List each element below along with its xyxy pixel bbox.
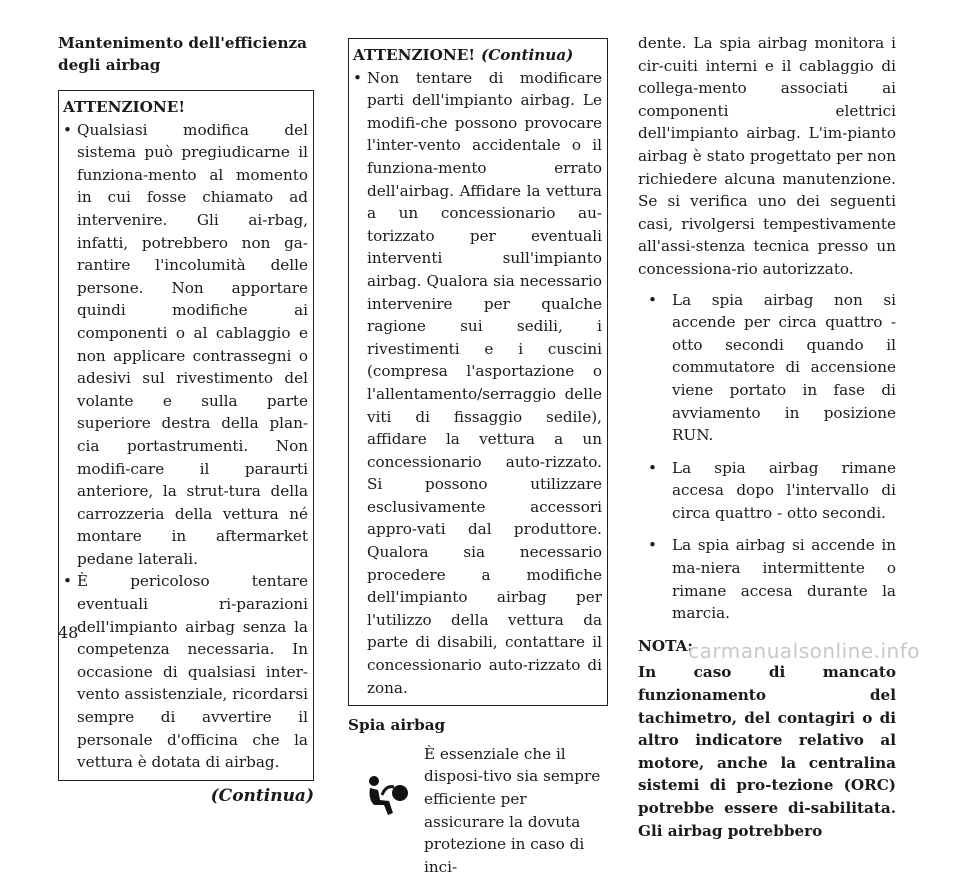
intro-paragraph: dente. La spia airbag monitora i cir-cuiti interni e il cablaggio di collega-mento associati ai componenti elettrici dell'impianto airbag. L'im-pianto airbag è stato progettato per non richiedere alcuna manutenzione. Se si verifica uno dei seguenti casi, rivolgersi tempestivamente all'assi-stenza tecnica presso un concessiona-rio autorizzato. — [638, 34, 896, 278]
spia-row — [348, 743, 608, 878]
note-text: In caso di mancato funzionamento del tachimetro, del contagiri o di altro indicatore relativo al motore, anche la centralina sistemi di pro-tezione (ORC) potrebbe essere di-sabilitata. Gli airbag potrebbero — [638, 663, 896, 840]
list-item: • La spia airbag non si accende per circa quattro - otto secondi quando il commutatore di accensione viene portato in fase di avviamento in posizione RUN. — [638, 289, 896, 447]
list-item: • È pericoloso tentare eventuali ri-parazioni dell'impianto airbag senza la competenza necessaria. In occasione di qualsiasi inter-vento assistenziale, ricordarsi sempre di avvertire il personale d'officina che la vettura è dotata di airbag. — [63, 570, 308, 773]
section-heading: Mantenimento dell'efficienza degli airbag — [58, 34, 307, 74]
warning-title-text: ATTENZIONE! — [353, 46, 476, 64]
warning-box — [348, 38, 608, 706]
continued-label: (Continua) — [481, 46, 574, 64]
list-item: • Non tentare di modificare parti dell'impianto airbag. Le modifi-che possono provocare l'inter-vento accidentale o il funziona-mento errato dell'airbag. Affidare la vettura a un concessionario au-torizzato per eventuali interventi sull'impianto airbag. Qualora sia necessario intervenire per qualche ragione sui sedili, i rivestimenti e i cuscini (compresa l'asportazione o l'allentamento/serraggio delle viti di fissaggio sedile), affidare la vettura a un concessionario auto-rizzato. Si possono utilizzare esclusivamente accessori appro-vati dal produttore. Qualora sia necessario procedere a modifiche dell'impianto airbag per l'utilizzo della vettura da parte di disabili, contattare il concessionario auto-rizzato di zona. — [353, 67, 602, 700]
list-item: • La spia airbag rimane accesa dopo l'intervallo di circa quattro - otto secondi. — [638, 457, 896, 525]
column-left — [58, 32, 314, 807]
spia-heading: Spia airbag — [348, 716, 446, 735]
list-item: • La spia airbag si accende in ma-niera intermittente o rimane accesa durante la marcia. — [638, 534, 896, 624]
page-number: 48 — [58, 623, 79, 642]
note-title: NOTA: — [638, 636, 693, 655]
warning-list — [353, 67, 602, 700]
spia-text: È essenziale che il disposi-tivo sia sempre efficiente per assicurare la dovuta protezione in caso di inci- — [424, 744, 601, 876]
list-item: • Qualsiasi modifica del sistema può pregiudicarne il funziona-mento al momento in cui fosse chiamato ad intervenire. Gli ai-rbag, infatti, potrebbero non ga-rantire l'incolumità delle persone. Non apportare quindi modifiche ai componenti o al cablaggio e non applicare contrassegni o adesivi sul rivestimento del volante e sulla parte superiore destra della plan-cia portastrumenti. Non modifi-care il paraurti anteriore, la strut-tura della carrozzeria della vettura né montare in aftermarket pedane laterali. — [63, 119, 308, 571]
continued-label: (Continua) — [210, 785, 314, 806]
column-right — [638, 32, 896, 842]
warning-list — [63, 119, 308, 774]
column-middle — [348, 38, 608, 878]
warning-title: ATTENZIONE! — [63, 98, 186, 116]
warning-title — [353, 44, 602, 67]
watermark: carmanualsonline.info — [688, 639, 920, 663]
condition-list — [638, 289, 896, 625]
airbag-warning-icon — [360, 761, 416, 821]
warning-box — [58, 90, 314, 781]
